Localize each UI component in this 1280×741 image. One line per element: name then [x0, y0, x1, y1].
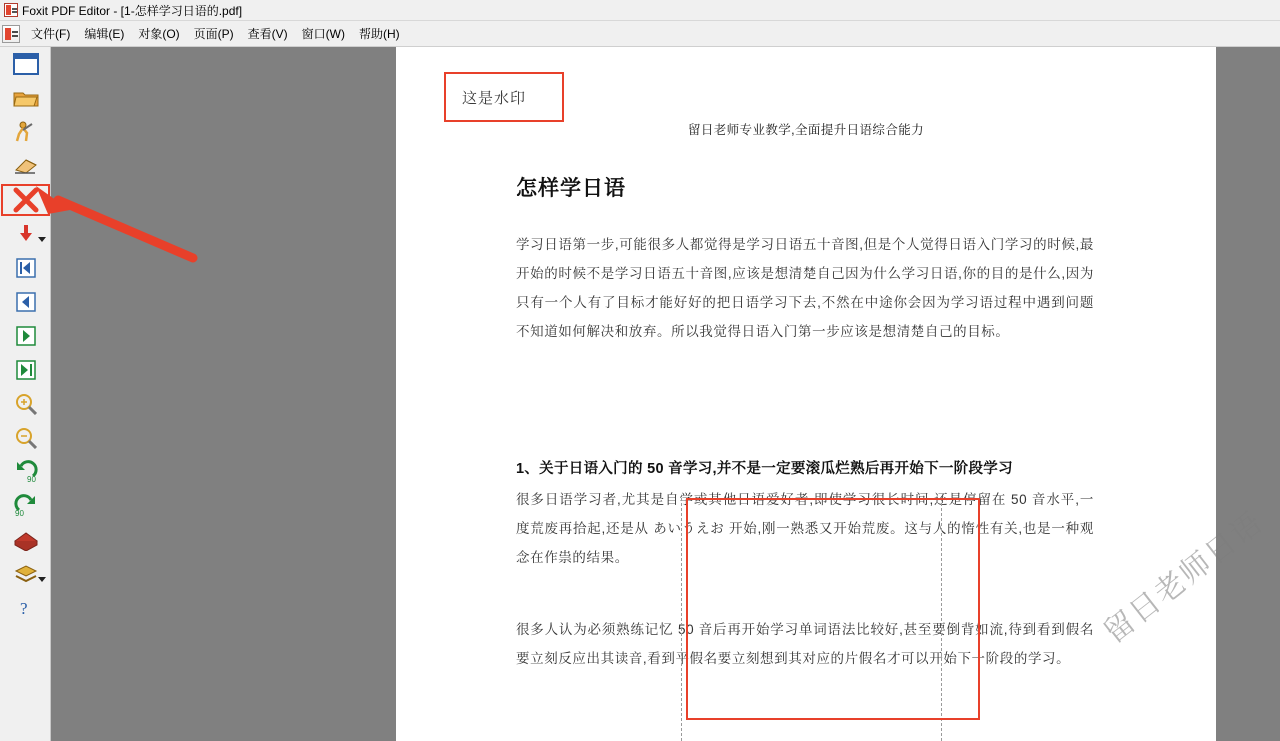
svg-text:90: 90: [26, 475, 36, 484]
rotate-left-90-icon: [13, 460, 39, 484]
zoom-in-button[interactable]: [0, 387, 51, 421]
watermark-selection-box[interactable]: [686, 498, 980, 720]
svg-text:?: ?: [19, 599, 28, 618]
rotate-left-button[interactable]: [0, 455, 51, 489]
previous-page-icon: [16, 292, 36, 312]
first-page-button[interactable]: [0, 251, 51, 285]
eraser-icon: [13, 157, 39, 175]
import-export-tool[interactable]: [0, 217, 51, 251]
document-paragraph-2: 很多日语学习者,尤其是自学或其他日语爱好者,即使学习很长时间,还是停留在 50 音水平,一度荒废再拾起,还是从 あいうえお 开始,刚一熟悉又开始荒废。这与人的惰性有关,也是一种观念在作祟的结果。: [516, 492, 1094, 565]
chevron-down-icon[interactable]: [38, 237, 46, 242]
chevron-down-icon[interactable]: [38, 577, 46, 582]
select-object-icon: [13, 53, 39, 75]
diagonal-watermark: [1096, 505, 1280, 677]
menu-edit[interactable]: 编辑(E): [84, 27, 125, 41]
watermark-text-box[interactable]: [444, 72, 564, 122]
document-title: 怎样学日语: [516, 177, 626, 200]
menu-bar: [0, 21, 1280, 47]
rotate-right-90-icon: [13, 494, 39, 518]
menu-help[interactable]: 帮助(H): [358, 27, 400, 41]
app-logo-icon: [2, 25, 20, 43]
edit-content-tool[interactable]: [0, 115, 51, 149]
zoom-out-icon: [15, 427, 37, 449]
foxit-pdf-icon: [4, 3, 18, 17]
download-red-arrow-icon: [16, 224, 36, 244]
zoom-in-icon: [15, 393, 37, 415]
person-edit-icon: [14, 121, 38, 143]
delete-x-icon: [13, 187, 39, 213]
title-bar: [0, 0, 1280, 21]
watermark-text-box-label: 这是水印: [462, 89, 527, 107]
diagonal-watermark-text: 留日老师日语: [1097, 505, 1270, 650]
select-object-tool[interactable]: [0, 47, 51, 81]
menu-object[interactable]: 对象(O): [138, 27, 180, 41]
last-page-button[interactable]: [0, 353, 51, 387]
stamp-icon: [13, 529, 39, 551]
rotate-right-button[interactable]: [0, 489, 51, 523]
previous-page-button[interactable]: [0, 285, 51, 319]
document-section-heading: 1、关于日语入门的 50 音学习,并不是一定要滚瓜烂熟后再开始下一阶段学习: [516, 461, 1013, 477]
svg-text:90: 90: [14, 509, 24, 518]
open-folder-icon: [13, 88, 39, 108]
delete-object-tool[interactable]: [0, 183, 51, 217]
layers-tool[interactable]: [0, 557, 51, 591]
menu-window[interactable]: 窗口(W): [301, 27, 345, 41]
window-title: Foxit PDF Editor - [1-怎样学习日语的.pdf]: [22, 3, 243, 18]
open-folder-tool[interactable]: [0, 81, 51, 115]
stamp-tool[interactable]: [0, 523, 51, 557]
help-question-icon: [17, 598, 35, 618]
eraser-tool[interactable]: [0, 149, 51, 183]
menu-view[interactable]: 查看(V): [247, 27, 288, 41]
first-page-icon: [16, 258, 36, 278]
document-paragraph-1: 学习日语第一步,可能很多人都觉得是学习日语五十音图,但是个人觉得日语入门学习的时候,最开始的时候不是学习日语五十音图,应该是想清楚自己因为什么学习日语,你的目的是什么,因为只有一个人有了目标才能好好的把日语学习下去,不然在中途你会因为学习语过程中遇到问题不知道如何解决和放弃。所以我觉得日语入门第一步应该是想清楚自己的目标。: [516, 237, 1094, 339]
menu-file[interactable]: 文件(F): [31, 27, 71, 41]
last-page-icon: [16, 360, 36, 380]
next-page-button[interactable]: [0, 319, 51, 353]
menu-page[interactable]: 页面(P): [193, 27, 234, 41]
layers-icon: [14, 564, 38, 584]
next-page-icon: [16, 326, 36, 346]
help-button[interactable]: [0, 591, 51, 625]
selection-guide-left: [681, 498, 682, 741]
left-toolbar: [0, 47, 51, 741]
document-header-line: 留日老师专业教学,全面提升日语综合能力: [687, 123, 925, 137]
zoom-out-button[interactable]: [0, 421, 51, 455]
document-paragraph-3: 很多人认为必须熟练记忆 50 音后再开始学习单词语法比较好,甚至要倒背如流,待到看到假名要立刻反应出其读音,看到平假名要立刻想到其对应的片假名才可以开始下一阶段的学习。: [516, 622, 1094, 666]
